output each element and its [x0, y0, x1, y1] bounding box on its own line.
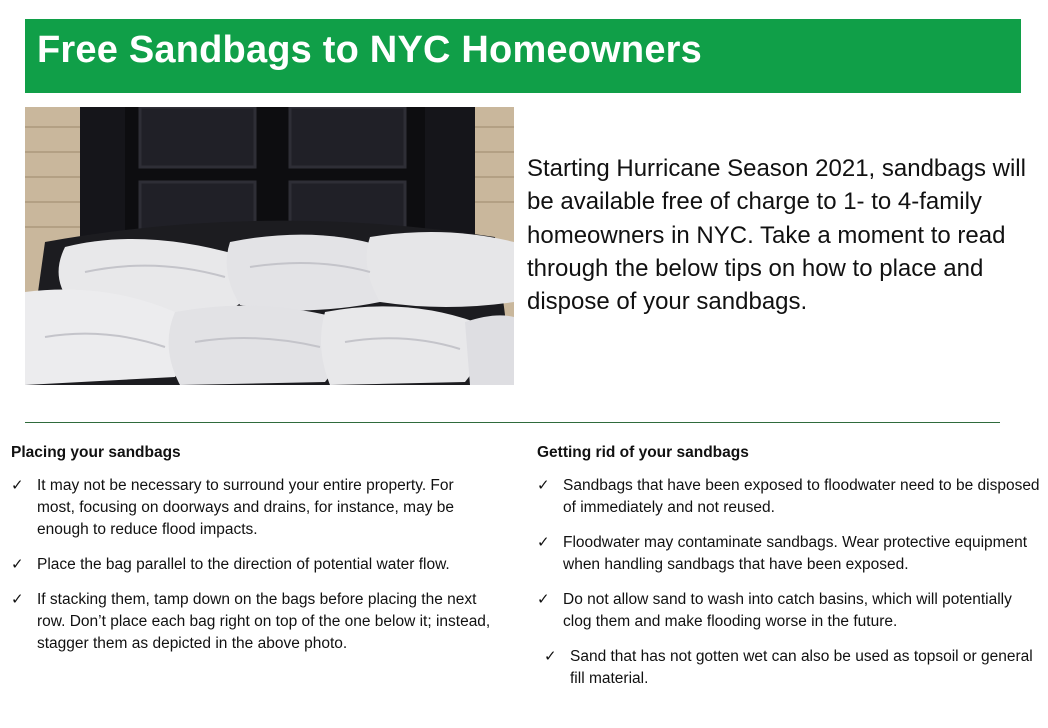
- checkmark-icon: ✓: [537, 591, 550, 608]
- sandbag-photo: [25, 107, 514, 385]
- checkmark-icon: ✓: [11, 477, 24, 494]
- list-item: [537, 475, 1042, 519]
- list-item-text: If stacking them, tamp down on the bags before placing the next row. Don’t place each bag right on top of the one below it; instead, stagger them as depicted in the above photo.: [37, 591, 491, 652]
- disposal-section: [537, 443, 1042, 703]
- list-item: [537, 589, 1042, 633]
- page-title: Free Sandbags to NYC Homeowners: [37, 29, 703, 71]
- list-item-text: It may not be necessary to surround your entire property. For most, focusing on doorways and drains, for instance, may be enough to reduce flood impacts.: [37, 477, 454, 538]
- disposal-list: [537, 475, 1042, 690]
- list-item-text: Floodwater may contaminate sandbags. Wear protective equipment when handling sandbags that have been exposed.: [563, 534, 1028, 573]
- checkmark-icon: ✓: [11, 556, 24, 573]
- list-item-text: Place the bag parallel to the direction of potential water flow.: [37, 556, 450, 573]
- checkmark-icon: ✓: [544, 648, 557, 665]
- checkmark-icon: ✓: [537, 477, 550, 494]
- intro-text: Starting Hurricane Season 2021, sandbags will be available free of charge to 1- to 4-family homeowners in NYC. Take a moment to read through the below tips on how to place and dispose of your sandbags.: [527, 155, 1026, 316]
- list-item-text: Sandbags that have been exposed to floodwater need to be disposed of immediately and not reused.: [563, 477, 1040, 516]
- checkmark-icon: ✓: [11, 591, 24, 608]
- list-item: [544, 646, 1042, 690]
- list-item: [537, 532, 1042, 576]
- list-item-text: Sand that has not gotten wet can also be used as topsoil or general fill material.: [570, 648, 1033, 687]
- list-item: [11, 475, 491, 541]
- checkmark-icon: ✓: [537, 534, 550, 551]
- placing-heading: Placing your sandbags: [11, 444, 181, 461]
- list-item: [11, 589, 491, 655]
- placing-list: [11, 475, 491, 655]
- placing-section: [11, 443, 491, 668]
- section-divider: [25, 422, 1000, 423]
- list-item-text: Do not allow sand to wash into catch basins, which will potentially clog them and make flooding worse in the future.: [563, 591, 1012, 630]
- title-banner: [25, 19, 1021, 93]
- list-item: [11, 554, 491, 576]
- disposal-heading: Getting rid of your sandbags: [537, 444, 749, 461]
